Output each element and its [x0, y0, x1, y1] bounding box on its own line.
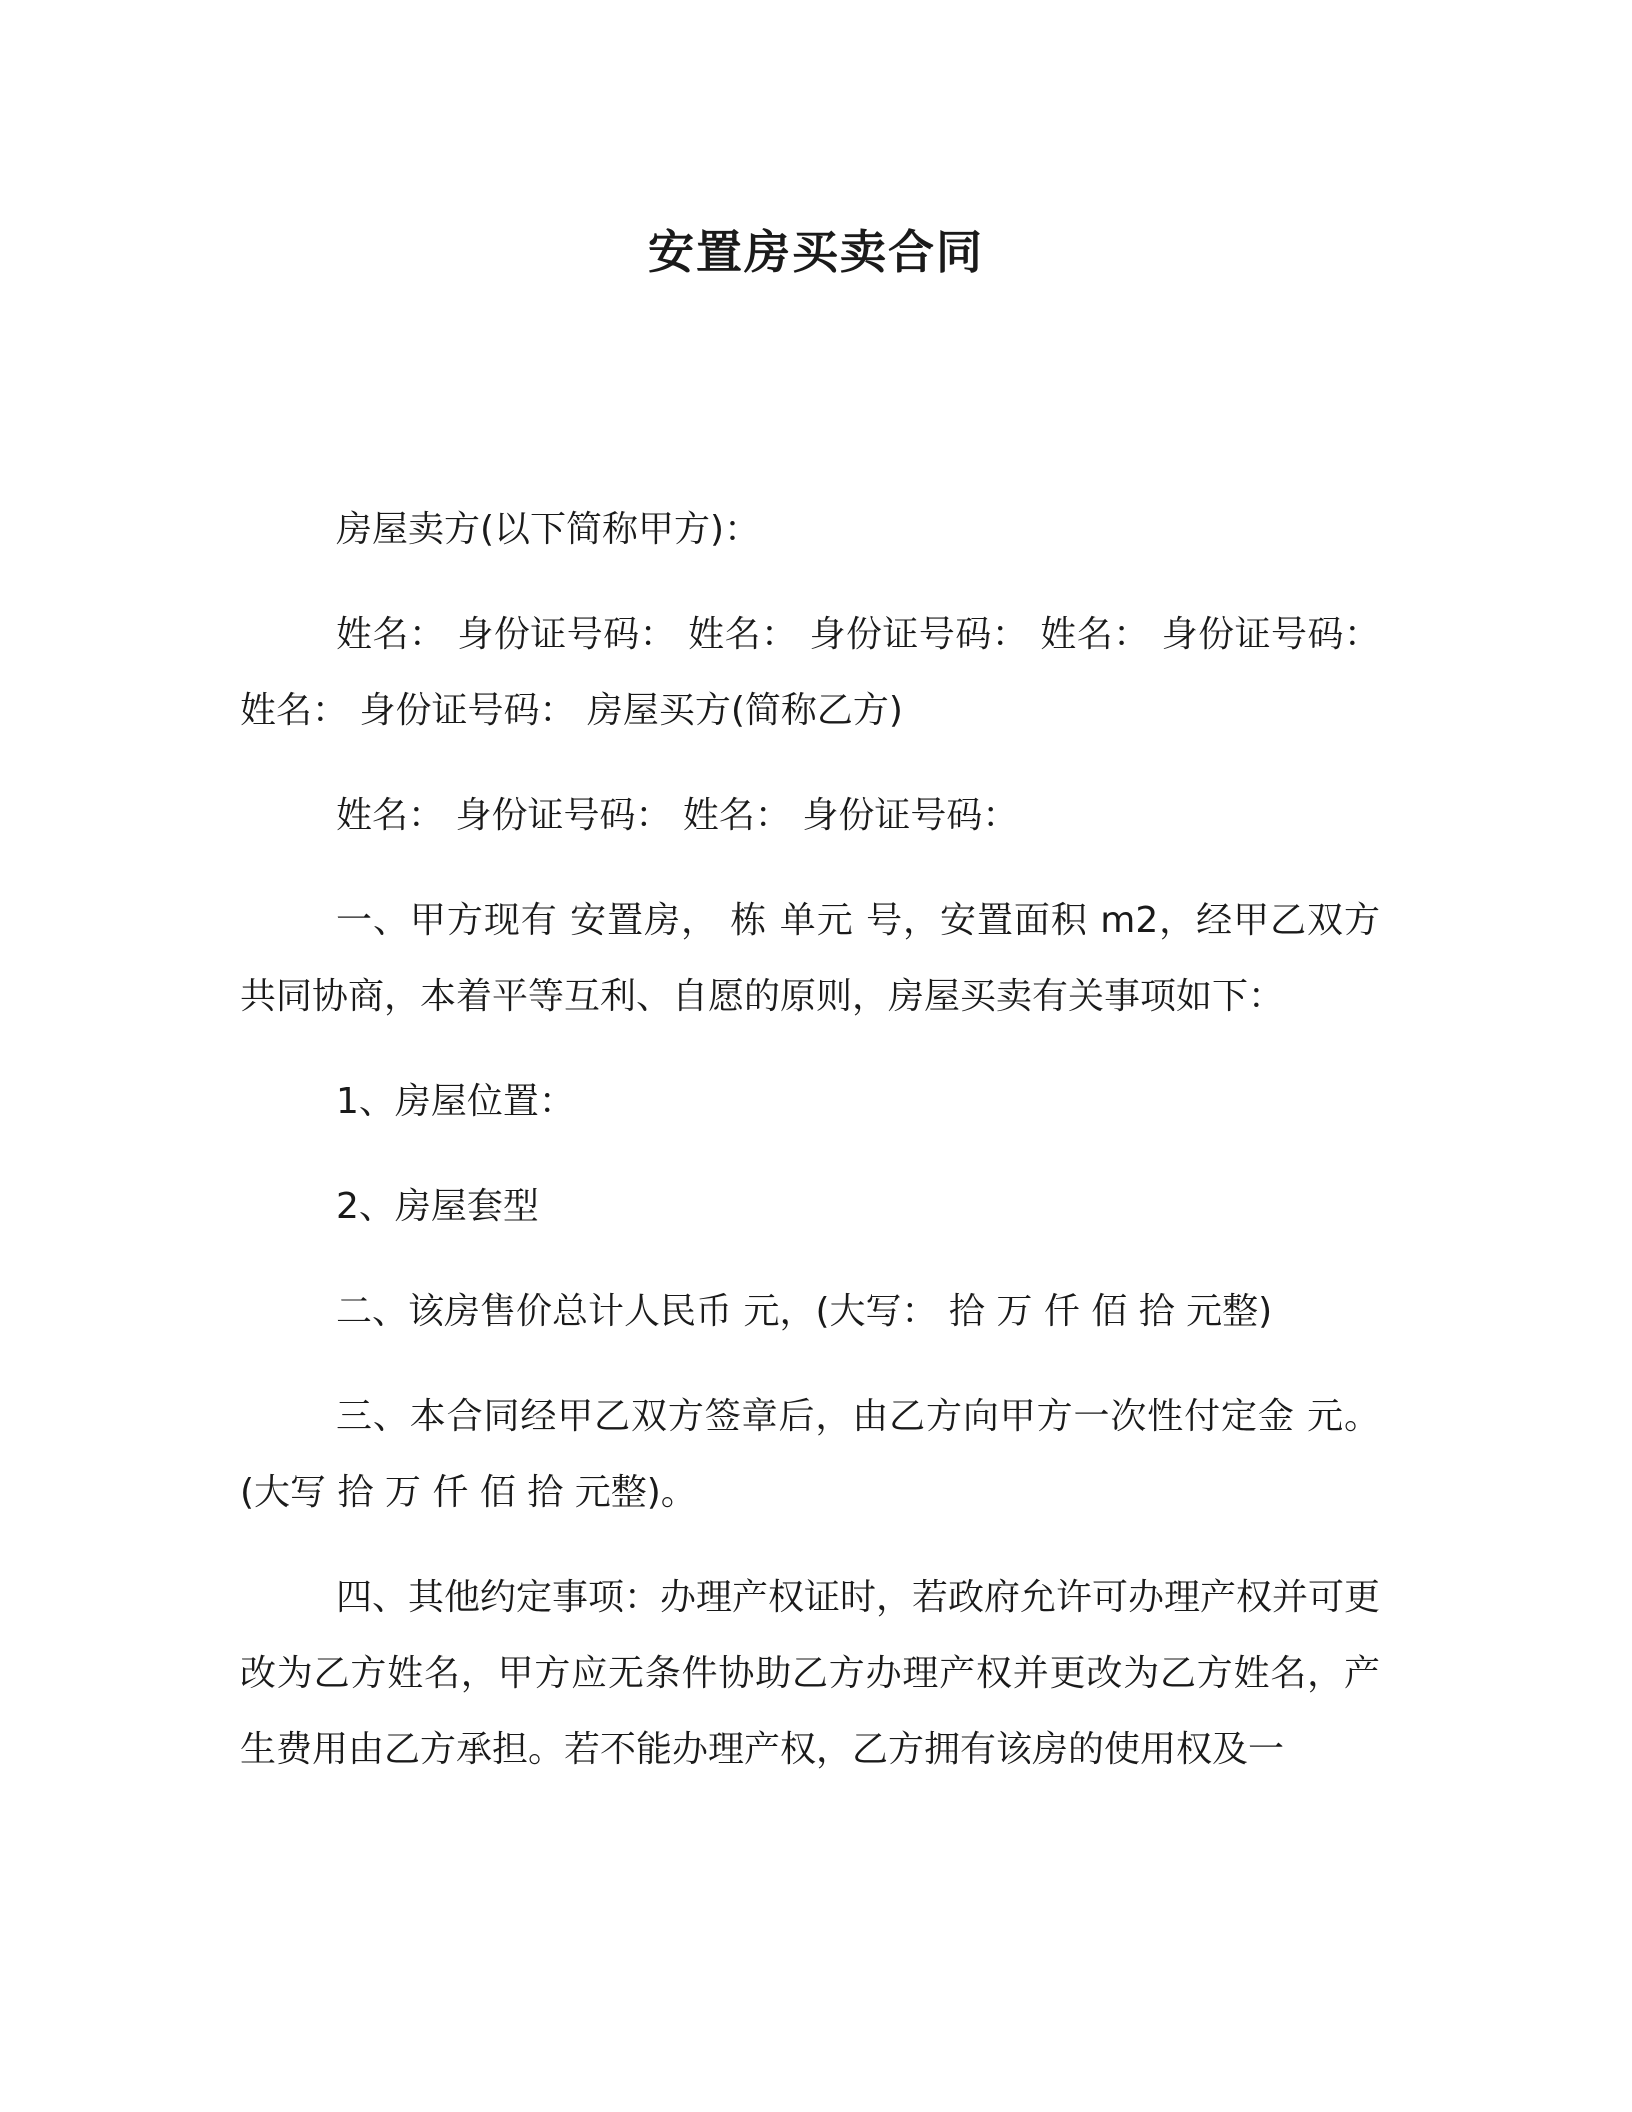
paragraph-clause-1: 一、甲方现有 安置房， 栋 单元 号，安置面积 m2，经甲乙双方共同协商，本着平等互利、自愿的原则，房屋买卖有关事项如下：: [240, 900, 1380, 1017]
document-title: 安置房买卖合同: [648, 225, 984, 279]
paragraph-house-location: 1、房屋位置：: [336, 1081, 575, 1122]
paragraph-clause-3-deposit: 三、本合同经甲乙双方签章后，由乙方向甲方一次性付定金 元。(大写 拾 万 仟 佰 拾 元整)。: [240, 1396, 1380, 1513]
document-body: [240, 492, 1380, 1817]
paragraph-buyer-names: 姓名： 身份证号码： 姓名： 身份证号码：: [336, 795, 1019, 836]
paragraph-seller-heading: 房屋卖方(以下简称甲方)：: [336, 509, 761, 550]
paragraph-seller-names: 姓名： 身份证号码： 姓名： 身份证号码： 姓名： 身份证号码： 姓名： 身份证号码： 房屋买方(简称乙方): [240, 614, 1380, 731]
paragraph-clause-4-other: 四、其他约定事项：办理产权证时，若政府允许可办理产权并可更改为乙方姓名，甲方应无条件协助乙方办理产权并更改为乙方姓名，产生费用由乙方承担。若不能办理产权，乙方拥有该房的使用权及一: [240, 1577, 1381, 1770]
paragraph-clause-2-price: 二、该房售价总计人民币 元，(大写： 拾 万 仟 佰 拾 元整): [336, 1291, 1273, 1332]
paragraph-house-type: 2、房屋套型: [336, 1186, 539, 1227]
